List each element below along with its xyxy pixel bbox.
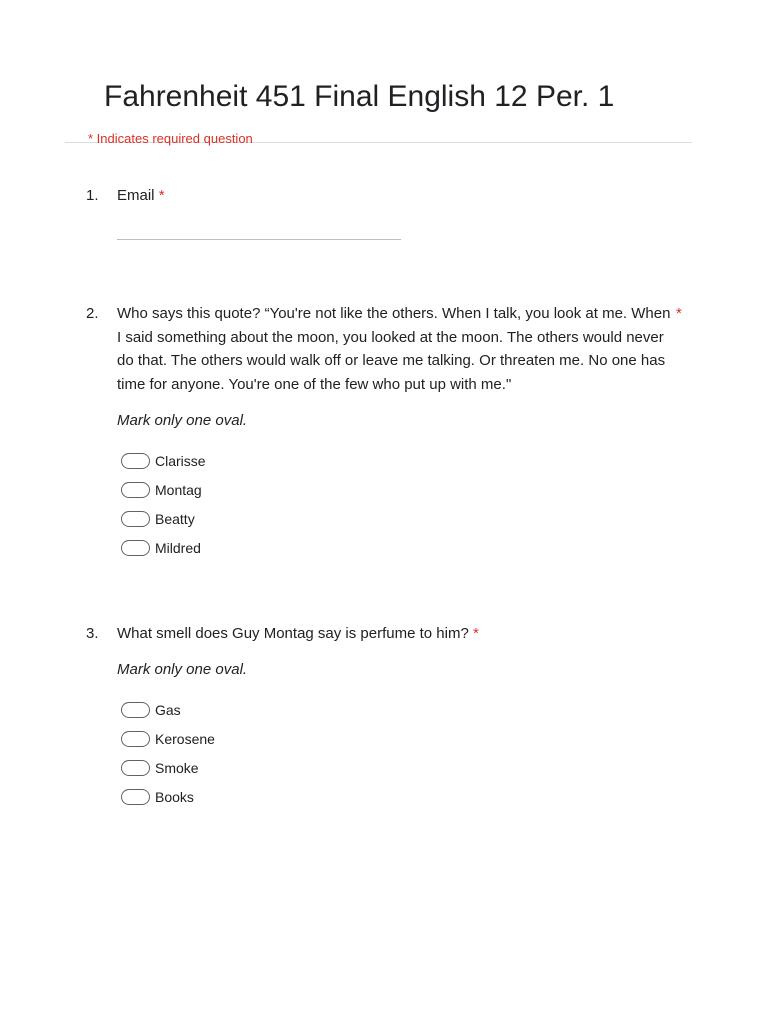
question-hint: Mark only one oval. bbox=[117, 661, 248, 678]
question-number: 2. bbox=[86, 305, 99, 322]
form-title: Fahrenheit 451 Final English 12 Per. 1 bbox=[104, 80, 615, 113]
option-smoke[interactable] bbox=[121, 758, 199, 778]
radio-oval[interactable] bbox=[121, 731, 150, 747]
email-field[interactable] bbox=[117, 239, 401, 240]
question-hint: Mark only one oval. bbox=[117, 412, 248, 429]
question-number: 3. bbox=[86, 625, 99, 642]
option-label: Smoke bbox=[155, 760, 199, 776]
question-label: What smell does Guy Montag say is perfume to him? * bbox=[117, 625, 479, 642]
required-note: * Indicates required question bbox=[88, 131, 253, 146]
option-clarisse[interactable] bbox=[121, 451, 206, 471]
radio-oval[interactable] bbox=[121, 453, 150, 469]
required-asterisk: * bbox=[472, 625, 479, 642]
option-montag[interactable] bbox=[121, 480, 202, 500]
question-label: Email * bbox=[117, 187, 165, 204]
option-label: Beatty bbox=[155, 511, 195, 527]
required-asterisk: * bbox=[158, 187, 165, 204]
option-label: Clarisse bbox=[155, 453, 206, 469]
radio-oval[interactable] bbox=[121, 702, 150, 718]
required-asterisk: * bbox=[676, 305, 682, 322]
radio-oval[interactable] bbox=[121, 482, 150, 498]
option-label: Montag bbox=[155, 482, 202, 498]
option-label: Mildred bbox=[155, 540, 201, 556]
radio-oval[interactable] bbox=[121, 789, 150, 805]
option-kerosene[interactable] bbox=[121, 729, 215, 749]
option-beatty[interactable] bbox=[121, 509, 195, 529]
option-mildred[interactable] bbox=[121, 538, 201, 558]
option-label: Gas bbox=[155, 702, 181, 718]
option-label: Kerosene bbox=[155, 731, 215, 747]
radio-oval[interactable] bbox=[121, 760, 150, 776]
option-gas[interactable] bbox=[121, 700, 181, 720]
option-label: Books bbox=[155, 789, 194, 805]
question-label: Who says this quote? “You're not like the others. When I talk, you look at me. When I said something about the moon, you looked at the moon. The others would never do that. The others would walk off or leave me talking. Or threaten me. No one has time for anyone. You're one of the few who put up with me." bbox=[117, 305, 671, 393]
radio-oval[interactable] bbox=[121, 540, 150, 556]
question-number: 1. bbox=[86, 187, 99, 204]
option-books[interactable] bbox=[121, 787, 194, 807]
radio-oval[interactable] bbox=[121, 511, 150, 527]
